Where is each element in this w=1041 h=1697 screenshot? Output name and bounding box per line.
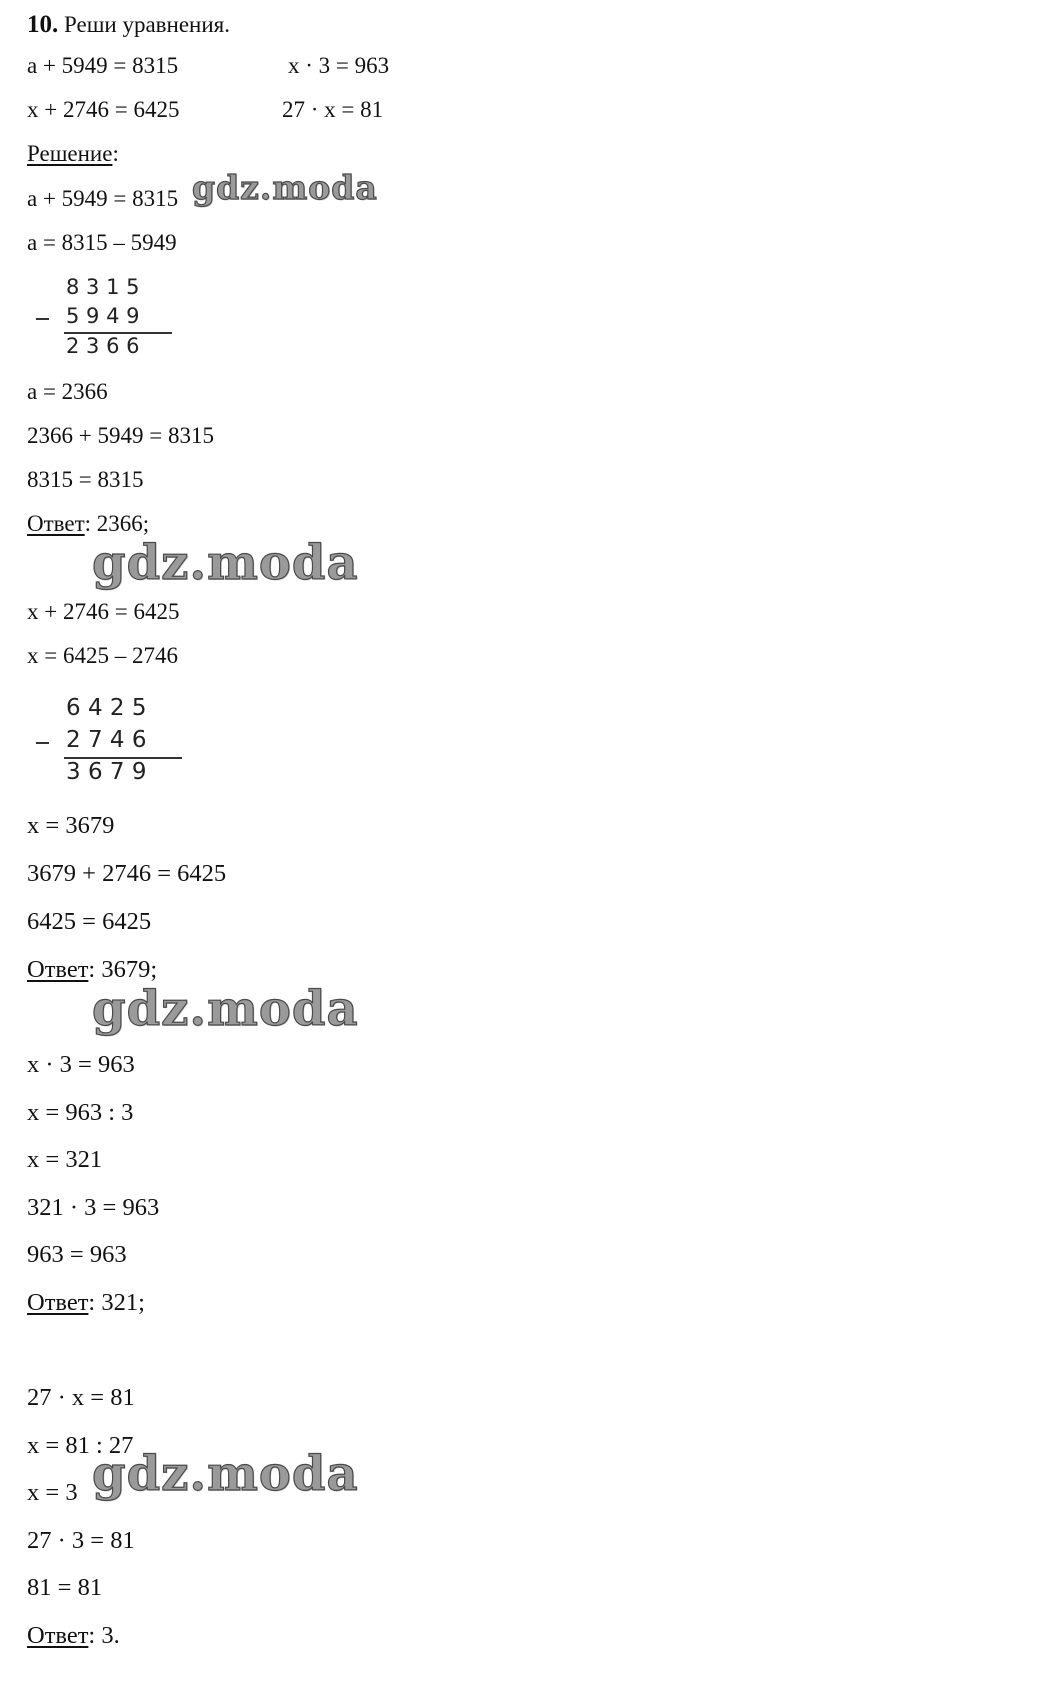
- equation-line: 8315 = 8315: [27, 467, 144, 492]
- equation-line: 81 = 81: [27, 1574, 103, 1601]
- task-title: Реши уравнения.: [64, 12, 230, 37]
- equation-line: x + 2746 = 6425: [27, 599, 180, 624]
- watermark: gdz.moda: [192, 168, 378, 207]
- answer-label: Ответ: [27, 511, 85, 536]
- equation-line: x = 81 : 27: [27, 1432, 134, 1459]
- task-number: 10.: [27, 11, 59, 38]
- equation-line: a = 8315 – 5949: [27, 230, 177, 255]
- solution-colon: :: [112, 141, 119, 166]
- difference: 2 3 6 6: [66, 334, 140, 358]
- task-equation-3: x + 2746 = 6425: [27, 97, 180, 122]
- subtrahend: 2 7 4 6: [66, 727, 147, 753]
- task-equation-2: x · 3 = 963: [288, 53, 390, 78]
- answer-line: [27, 1622, 120, 1650]
- minuend: 8 3 1 5: [66, 275, 140, 299]
- equation-line: 2366 + 5949 = 8315: [27, 423, 214, 448]
- equation-line: 6425 = 6425: [27, 908, 152, 935]
- equation-line: x = 963 : 3: [27, 1099, 134, 1126]
- watermark: gdz.moda: [92, 981, 359, 1037]
- solution-label: Решение: [27, 141, 113, 166]
- minus-sign: [36, 742, 49, 744]
- equation-line: x = 6425 – 2746: [27, 643, 178, 668]
- equation-line: a = 2366: [27, 379, 108, 404]
- equation-line: a + 5949 = 8315: [27, 186, 179, 211]
- task-equation-4: 27 · x = 81: [282, 97, 384, 122]
- solution-heading: [27, 140, 119, 168]
- answer-label: Ответ: [27, 956, 89, 983]
- answer-value: : 3679;: [88, 956, 158, 983]
- column-subtraction: [34, 695, 204, 790]
- task-equation-1: a + 5949 = 8315: [27, 53, 179, 78]
- equation-line: x = 3: [27, 1479, 78, 1506]
- answer-label: Ответ: [27, 1289, 89, 1316]
- answer-line: [27, 1289, 145, 1317]
- equation-line: x · 3 = 963: [27, 1051, 135, 1078]
- equation-line: x = 321: [27, 1146, 103, 1173]
- answer-label: Ответ: [27, 1622, 89, 1649]
- answer-line: [27, 956, 157, 984]
- answer-value: : 321;: [88, 1289, 145, 1316]
- task-header: [27, 11, 230, 39]
- difference: 3 6 7 9: [66, 759, 147, 785]
- equation-line: 3679 + 2746 = 6425: [27, 860, 227, 887]
- minuend: 6 4 2 5: [66, 695, 147, 721]
- equation-line: 27 · 3 = 81: [27, 1527, 135, 1554]
- equation-line: 963 = 963: [27, 1241, 127, 1268]
- answer-value: : 3.: [88, 1622, 120, 1649]
- watermark: gdz.moda: [92, 1446, 359, 1502]
- column-subtraction: [34, 275, 194, 365]
- equation-line: x = 3679: [27, 812, 115, 839]
- watermark: gdz.moda: [92, 535, 359, 591]
- equation-line: 27 · x = 81: [27, 1384, 135, 1411]
- minus-sign: [36, 318, 49, 320]
- answer-line: [27, 510, 149, 538]
- subtrahend: 5 9 4 9: [66, 304, 140, 328]
- answer-value: : 2366;: [84, 511, 150, 536]
- equation-line: 321 · 3 = 963: [27, 1194, 160, 1221]
